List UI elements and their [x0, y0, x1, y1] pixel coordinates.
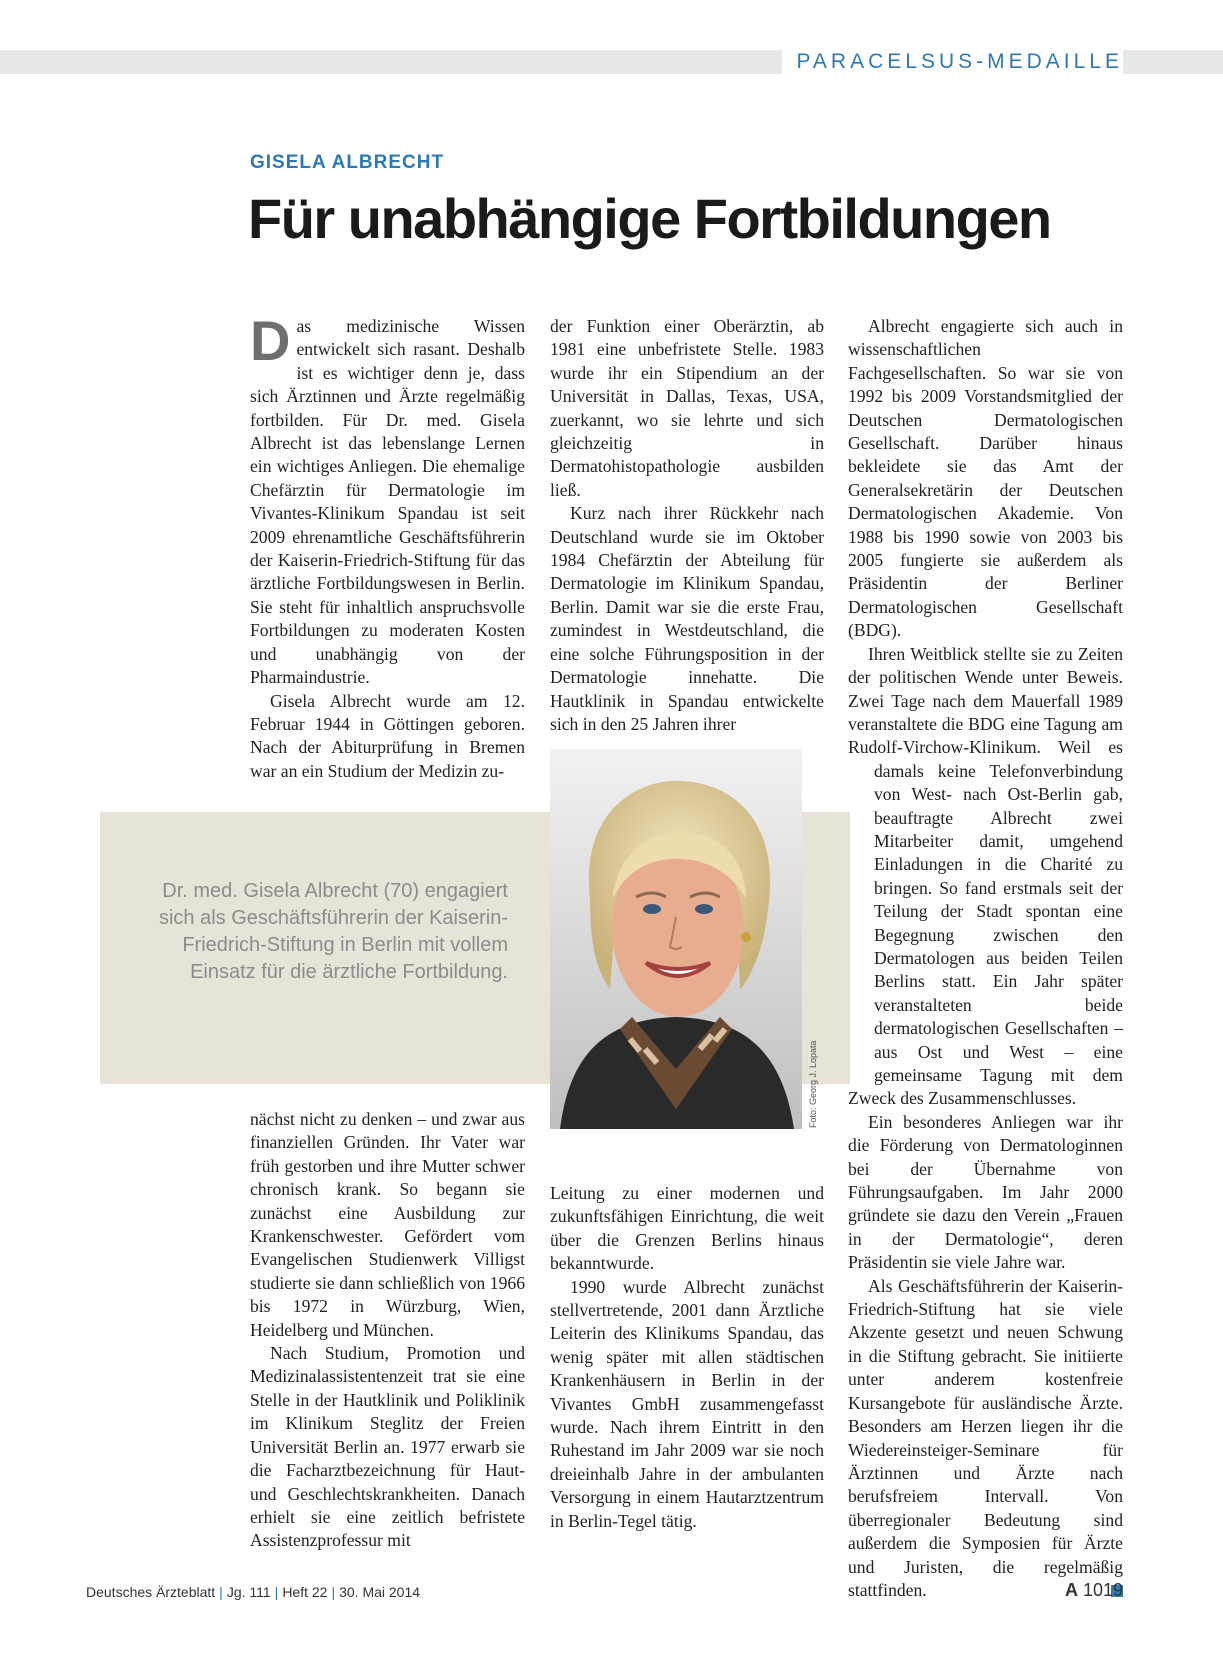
issue: Heft 22	[282, 1584, 328, 1600]
column-3	[848, 315, 1123, 1602]
paragraph: Albrecht engagierte sich auch in wissenschaftlichen Fachgesellschaften. So war sie von 1992 bis 2009 Vorstandsmitglied der Deutschen Dermatologischen Gesellschaft. Darüber hinaus bekleidete sie das Amt der Generalsekretärin der Deutschen Dermatologischen Akademie. Von 1988 bis 1990 sowie von 2003 bis 2005 fungierte sie außerdem als Präsidentin der Berliner Dermatologischen Gesellschaft (BDG).	[848, 316, 1123, 641]
photo-credit: Foto: Georg J. Lopata	[808, 1040, 818, 1128]
date: 30. Mai 2014	[339, 1584, 421, 1600]
drop-cap: D	[250, 309, 291, 372]
paragraph: Nach Studium, Promotion und Medizinalassistentenzeit trat sie eine Stelle in der Hautklinik und Poliklinik im Klinikum Steglitz der Freien Universität Berlin an. 1977 erwarb sie die Facharztbezeichnung für Haut- und Geschlechtskrankheiten. Danach erhielt sie eine zeitlich befristete Assistenzprofessur mit	[250, 1343, 525, 1551]
page-number	[1065, 1580, 1123, 1601]
page-value: 1019	[1082, 1580, 1123, 1600]
journal-name: Deutsches Ärzteblatt	[86, 1584, 216, 1600]
volume: Jg. 111	[226, 1584, 271, 1600]
column-2-top	[550, 315, 824, 736]
footer: Deutsches Ärzteblatt | Jg. 111 | Heft 22 | 30. Mai 2014	[86, 1584, 421, 1600]
article-title: Für unabhängige Fortbildungen	[248, 187, 1051, 250]
paragraph: der Funktion einer Oberärztin, ab 1981 eine unbefristete Stelle. 1983 wurde ihr ein Stipendium an der Universität in Dallas, Texas, USA, zuerkannt, wo sie lehrte und sich gleichzeitig in Dermatohistopathologie ausbilden ließ.	[550, 316, 824, 500]
paragraph: Ein besonderes Anliegen war ihr die Förderung von Dermatologinnen bei der Übernahme von Führungsaufgaben. Im Jahr 2000 gründete sie dazu den Verein „Frauen in der Dermatologie“, deren Präsidentin sie viele Jahre war.	[848, 1111, 1123, 1273]
paragraph-text: as medizinische Wissen entwickelt sich rasant. Deshalb ist es wichtiger denn je, dass sich Ärztinnen und Ärzte regelmäßig fortbilden. Für Dr. med. Gisela Albrecht ist das lebenslange Lernen ein wichtiges Anliegen. Die ehemalige Chefärztin für Dermatologie im Vivantes-Klinikum Spandau ist seit 2009 ehrenamtliche Geschäftsführerin der Kaiserin-Friedrich-Stiftung für das ärztliche Fortbildungswesen in Berlin. Sie steht für inhaltlich anspruchsvolle Fortbildungen zu moderaten Kosten und unabhängig von der Pharmaindustrie.	[250, 316, 525, 688]
column-2-bottom	[550, 1182, 824, 1533]
paragraph: Kurz nach ihrer Rückkehr nach Deutschland wurde sie im Oktober 1984 Chefärztin der Abteilung für Dermatologie im Klinikum Spandau, Berlin. Damit war sie die erste Frau, zumindest in Westdeutschland, die eine solche Führungsposition in der Dermatologie innehatte. Die Hautklinik in Spandau entwickelte sich in den 25 Jahren ihrer	[550, 503, 824, 734]
paragraph: nächst nicht zu denken – und zwar aus finanziellen Gründen. Ihr Vater war früh gestorben und ihre Mutter schwer chronisch krank. So begann sie zunächst eine Ausbildung zur Krankenschwester. Gefördert vom Evangelischen Studienwerk Villigst studierte sie dann schließlich von 1966 bis 1972 in Würzburg, Wien, Heidelberg und München.	[250, 1109, 525, 1340]
portrait-photo	[550, 749, 802, 1129]
paragraph: Ihren Weitblick stellte sie zu Zeiten der politischen Wende unter Beweis. Zwei Tage nach dem Mauerfall 1989 veranstaltete die BDG eine Tagung am Rudolf-Virchow-Klinikum. Weil es damals keine Telefonverbindung von West- nach Ost-Berlin gab, beauftragte Albrecht zwei Mitarbeiter damit, umgehend Einladungen in die Charité zu bringen. So fand erstmals seit der Teilung der Stadt spontan eine Begegnung zwischen den Dermatologen aus beiden Teilen Berlins statt. Ein Jahr später veranstalteten beide dermatologischen Gesellschaften – aus Ost und West – eine gemeinsame Tagung mit dem Zweck des Zusammenschlusses.	[848, 643, 1123, 1109]
pullquote: Dr. med. Gisela Albrecht (70) engagiert sich als Geschäftsführerin der Kaiserin-Friedrich-Stiftung in Berlin mit vollem Einsatz für die ärztliche Fortbildung.	[158, 880, 508, 983]
column-1-bottom	[250, 1108, 525, 1553]
paragraph	[250, 309, 525, 690]
section-label: PARACELSUS-MEDAILLE	[782, 50, 1123, 74]
paragraph: 1990 wurde Albrecht zunächst stellvertretende, 2001 dann Ärztliche Leiterin des Klinikums Spandau, das wenig später mit allen städtischen Krankenhäusern in Berlin in der Vivantes GmbH zusammengefasst wurde. Nach ihrem Eintritt in den Ruhestand im Jahr 2009 war sie noch dreieinhalb Jahre in der ambulanten Versorgung in einem Hautarztzentrum in Berlin-Tegel tätig.	[550, 1276, 824, 1531]
paragraph: Leitung zu einer modernen und zukunftsfähigen Einrichtung, die weit über die Grenzen Berlins hinaus bekanntwurde.	[550, 1183, 824, 1274]
column-1-top	[250, 309, 525, 783]
paragraph: Gisela Albrecht wurde am 12. Februar 1944 in Göttingen geboren. Nach der Abiturprüfung in Bremen war an ein Studium der Medizin zu-	[250, 690, 525, 781]
article-kicker: GISELA ALBRECHT	[250, 152, 445, 173]
paragraph-text: Als Geschäftsführerin der Kaiserin-Friedrich-Stiftung hat sie viele Akzente gesetzt und neuen Schwung in die Stiftung gebracht. Sie initiierte unter anderem kostenfreie Kursangebote für ausländische Ärzte. Besonders am Herzen liegen ihr die Wiedereinsteiger-Seminare für Ärztinnen und Ärzte nach berufsfreiem Intervall. Von überregionaler Bedeutung sind außerdem die Symposien für Ärzte und Juristen, die regelmäßig stattfinden.	[848, 1275, 1123, 1600]
page-prefix: A	[1064, 1580, 1078, 1600]
paragraph	[848, 1275, 1123, 1603]
